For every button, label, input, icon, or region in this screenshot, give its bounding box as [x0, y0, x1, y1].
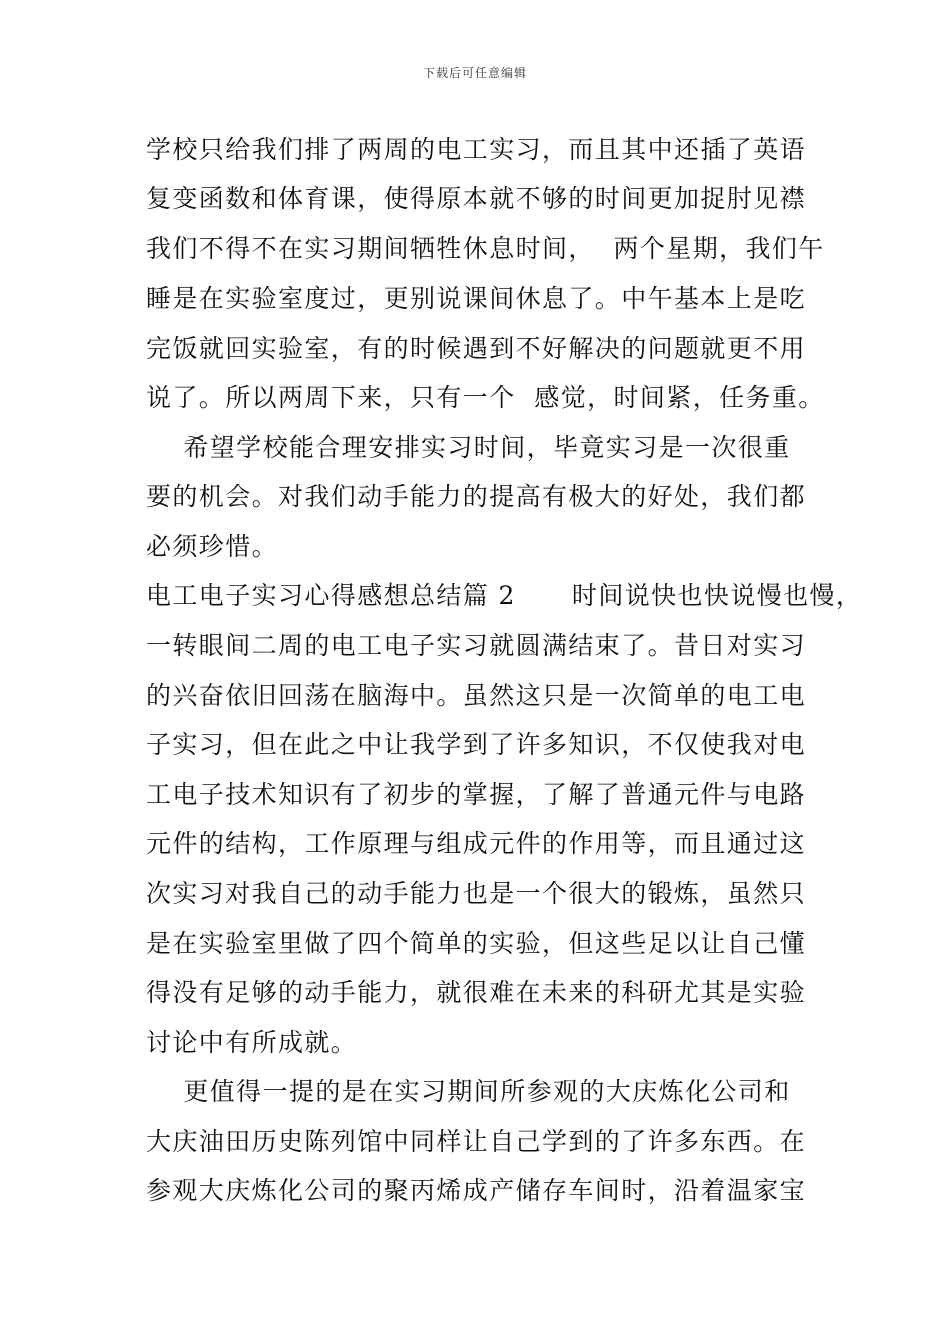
- text-line: 讨论中有所成就。: [146, 1028, 358, 1057]
- text-line: 得没有足够的动手能力，就很难在未来的科研尤其是实验: [146, 978, 807, 1007]
- text-line: 子实习，但在此之中让我学到了许多知识，不仅使我对电: [146, 730, 807, 759]
- text-line: 要的机会。对我们动手能力的提高有极大的好处，我们都: [146, 482, 807, 511]
- text-line: 大庆油田历史陈列馆中同样让自己学到的了许多东西。在: [146, 1127, 807, 1156]
- text-line: 是在实验室里做了四个简单的实验，但这些足以让自己懂: [146, 929, 807, 958]
- section-heading-line: 电工电子实习心得感想总结篇 2 时间说快也快说慢也慢，: [146, 581, 863, 610]
- text-line: 工电子技术知识有了初步的掌握，了解了普通元件与电路: [146, 780, 807, 809]
- text-line: 完饭就回实验室，有的时候遇到不好解决的问题就更不用: [146, 334, 807, 363]
- text-line: 的兴奋依旧回荡在脑海中。虽然这只是一次简单的电工电: [146, 681, 807, 710]
- text-line: 必须珍惜。: [146, 532, 279, 561]
- text-line: 参观大庆炼化公司的聚丙烯成产储存车间时，沿着温家宝: [146, 1176, 807, 1205]
- text-line: 一转眼间二周的电工电子实习就圆满结束了。昔日对实习: [146, 631, 807, 660]
- text-line: 说了。所以两周下来，只有一个 感觉，时间紧，任务重。: [146, 383, 825, 412]
- text-line: 我们不得不在实习期间牺牲休息时间， 两个星期，我们午: [146, 234, 825, 263]
- text-line: 次实习对我自己的动手能力也是一个很大的锻炼，虽然只: [146, 879, 807, 908]
- text-line: 复变函数和体育课，使得原本就不够的时间更加捉肘见襟: [146, 184, 807, 213]
- text-line: 更值得一提的是在实习期间所参观的大庆炼化公司和: [146, 1077, 791, 1106]
- text-line: 学校只给我们排了两周的电工实习，而且其中还插了英语: [146, 135, 807, 164]
- text-line: 睡是在实验室度过，更别说课间休息了。中午基本上是吃: [146, 284, 807, 313]
- page-header: 下载后可任意编辑: [422, 66, 527, 80]
- text-line: 希望学校能合理安排实习时间，毕竟实习是一次很重: [146, 433, 791, 462]
- text-line: 元件的结构，工作原理与组成元件的作用等，而且通过这: [146, 829, 807, 858]
